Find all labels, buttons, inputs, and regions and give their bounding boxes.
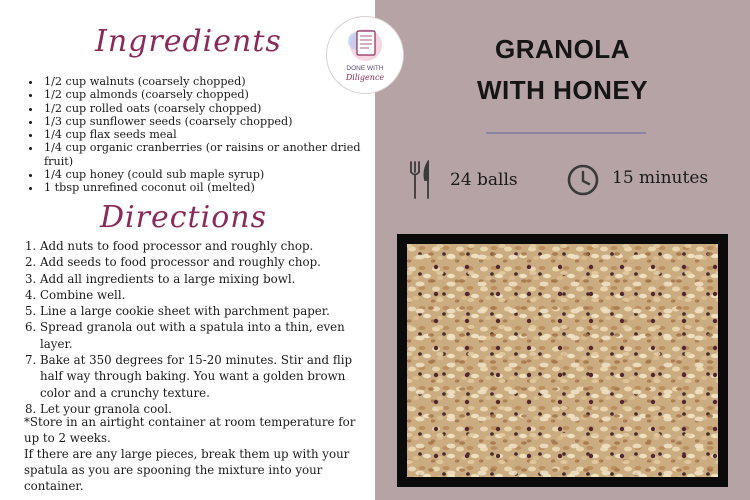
storage-notes <box>24 414 374 494</box>
granola-photo-frame <box>397 234 728 487</box>
time-text: 15 minutes <box>612 168 709 188</box>
direction-step: 4. Combine well. <box>40 287 375 303</box>
direction-step: 1. Add nuts to food processor and roughly chop. <box>40 238 375 254</box>
direction-step: 5. Line a large cookie sheet with parchment paper. <box>40 303 375 319</box>
ingredient-item: • 1/4 cup flax seeds meal <box>42 128 372 141</box>
directions-list <box>26 238 375 417</box>
ingredient-item: • 1/4 cup honey (could sub maple syrup) <box>42 168 372 181</box>
storage-note: *Store in an airtight container at room temperature for up to 2 weeks. <box>24 415 356 445</box>
ingredient-item: • 1/4 cup organic cranberries (or raisins or another dried fruit) <box>42 141 372 168</box>
fork-knife-icon <box>408 160 434 200</box>
ingredient-item: • 1/2 cup walnuts (coarsely chopped) <box>42 75 372 88</box>
storage-note: If there are any large pieces, break them up with your spatula as you are spooning the mixture into your container. <box>24 447 350 493</box>
recipe-title-line1: GRANOLA <box>495 34 630 64</box>
logo-line2: Diligence <box>345 73 385 82</box>
ingredients-heading: Ingredients <box>95 24 282 59</box>
title-divider <box>486 132 646 134</box>
clock-icon <box>566 163 600 197</box>
ingredient-item: • 1/2 cup rolled oats (coarsely chopped) <box>42 102 372 115</box>
ingredient-item: • 1/2 cup almonds (coarsely chopped) <box>42 88 372 101</box>
servings-text: 24 balls <box>450 170 518 190</box>
logo-line1: DONE WITH <box>346 65 384 72</box>
direction-step: 8. Let your granola cool. <box>40 401 375 417</box>
ingredients-list <box>24 75 372 195</box>
direction-step: 2. Add seeds to food processor and roughly chop. <box>40 254 375 270</box>
direction-step: 7. Bake at 350 degrees for 15-20 minutes. Stir and flip half way through baking. You want a golden brown color and a crunchy texture. <box>40 352 375 401</box>
directions-heading: Directions <box>100 200 267 235</box>
granola-photo <box>407 244 718 477</box>
ingredient-item: • 1/3 cup sunflower seeds (coarsely chopped) <box>42 115 372 128</box>
direction-step: 6. Spread granola out with a spatula into a thin, even layer. <box>40 319 375 352</box>
ingredient-item: • 1 tbsp unrefined coconut oil (melted) <box>42 181 372 194</box>
direction-step: 3. Add all ingredients to a large mixing bowl. <box>40 271 375 287</box>
recipe-title-line2: WITH HONEY <box>476 75 649 105</box>
